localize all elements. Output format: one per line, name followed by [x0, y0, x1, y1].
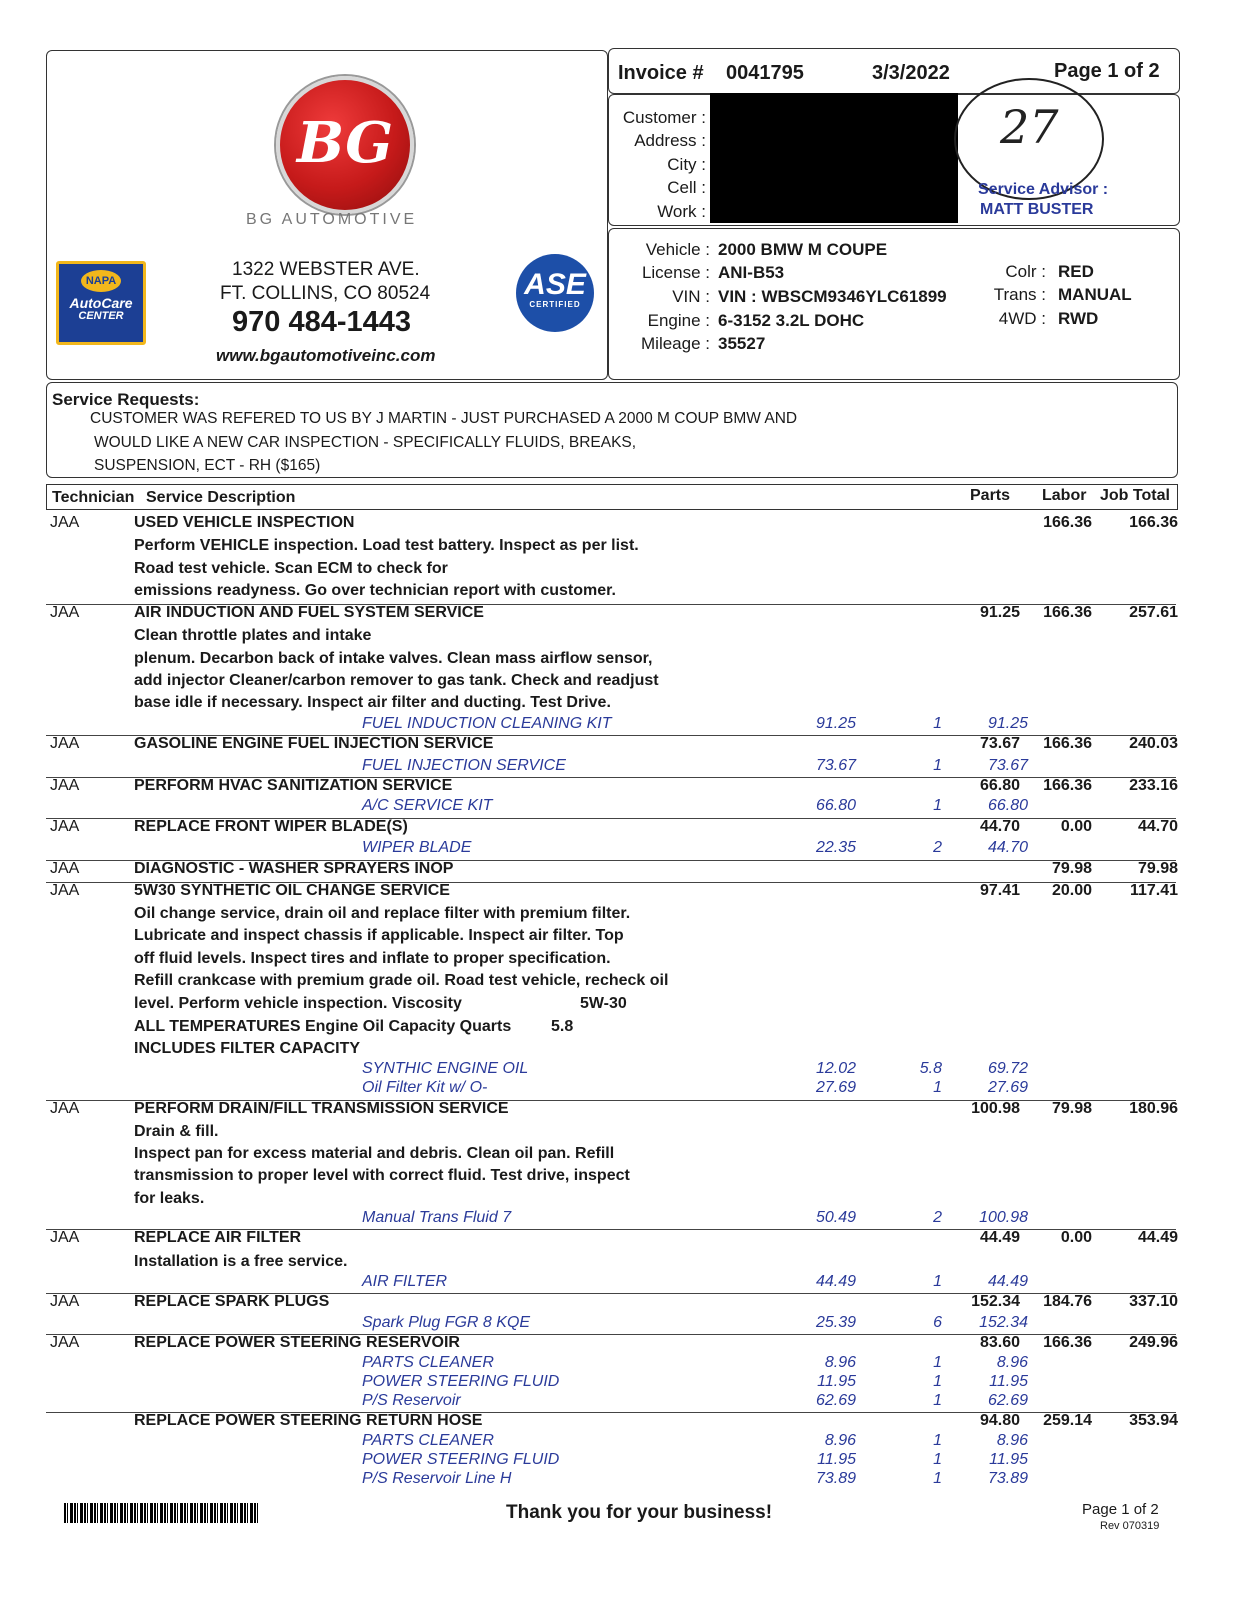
part-qty: 1 [933, 1392, 942, 1409]
job-description-line: ALL TEMPERATURES Engine Oil Capacity Quarts [134, 1018, 512, 1035]
part-name: Manual Trans Fluid 7 [362, 1209, 512, 1226]
job-parts: 83.60 [979, 1334, 1020, 1351]
invoice-date: 3/3/2022 [872, 62, 950, 84]
part-unit-price: 44.49 [815, 1273, 856, 1290]
part-qty: 1 [933, 1451, 942, 1468]
part-extended: 73.89 [987, 1470, 1028, 1487]
job-technician: JAA [50, 514, 80, 531]
job-labor: 79.98 [1051, 1100, 1092, 1117]
job-total: 79.98 [1137, 860, 1178, 877]
part-extended: 8.96 [996, 1432, 1028, 1449]
job-description-line: plenum. Decarbon back of intake valves. Clean mass airflow sensor, [134, 650, 653, 667]
job-technician: JAA [50, 882, 80, 899]
invoice-page: Page 1 of 2 [1054, 60, 1160, 82]
barcode [64, 1503, 260, 1523]
job-labor: 166.36 [1043, 514, 1092, 531]
col-job-total: Job Total [1100, 487, 1170, 504]
job-technician: JAA [50, 1100, 80, 1117]
part-name: FUEL INDUCTION CLEANING KIT [362, 715, 612, 732]
job-title: REPLACE AIR FILTER [134, 1229, 302, 1246]
job-total: 240.03 [1129, 735, 1178, 752]
job-parts: 44.70 [979, 818, 1020, 835]
handwritten-number: 27 [1000, 100, 1059, 154]
shop-phone: 970 484-1443 [232, 306, 411, 338]
part-unit-price: 22.35 [815, 839, 856, 856]
job-description-line: Oil change service, drain oil and replace filter with premium filter. [134, 905, 631, 922]
service-requests-title: Service Requests: [52, 390, 200, 409]
part-name: Spark Plug FGR 8 KQE [362, 1314, 531, 1331]
part-name: PARTS CLEANER [362, 1354, 494, 1371]
job-parts: 73.67 [979, 735, 1020, 752]
part-name: FUEL INJECTION SERVICE [362, 757, 566, 774]
part-name: A/C SERVICE KIT [362, 797, 493, 814]
job-labor: 184.76 [1043, 1293, 1092, 1310]
part-extended: 44.49 [987, 1273, 1028, 1290]
part-unit-price: 8.96 [824, 1432, 856, 1449]
part-extended: 62.69 [987, 1392, 1028, 1409]
job-description-line: Road test vehicle. Scan ECM to check for [134, 560, 448, 577]
job-title: AIR INDUCTION AND FUEL SYSTEM SERVICE [134, 604, 484, 621]
part-extended: 11.95 [989, 1373, 1028, 1390]
job-description-line: INCLUDES FILTER CAPACITY [134, 1040, 361, 1057]
part-extended: 91.25 [987, 715, 1028, 732]
part-qty: 1 [933, 715, 942, 732]
job-total: 233.16 [1129, 777, 1178, 794]
job-title: GASOLINE ENGINE FUEL INJECTION SERVICE [134, 735, 494, 752]
part-unit-price: 73.67 [815, 757, 856, 774]
job-title: REPLACE POWER STEERING RESERVOIR [134, 1334, 460, 1351]
oil-viscosity: 5W-30 [580, 995, 627, 1012]
job-total: 166.36 [1129, 514, 1178, 531]
job-description-line: add injector Cleaner/carbon remover to gas tank. Check and readjust [134, 672, 659, 689]
job-description-line: Clean throttle plates and intake [134, 627, 372, 644]
job-labor: 259.14 [1043, 1412, 1092, 1429]
invoice-number: 0041795 [726, 62, 804, 84]
part-unit-price: 50.49 [815, 1209, 856, 1226]
job-technician: JAA [50, 777, 80, 794]
job-technician: JAA [50, 818, 80, 835]
part-qty: 1 [933, 1432, 942, 1449]
part-extended: 69.72 [987, 1060, 1028, 1077]
job-title: 5W30 SYNTHETIC OIL CHANGE SERVICE [134, 882, 450, 899]
part-extended: 73.67 [987, 757, 1028, 774]
job-title: PERFORM HVAC SANITIZATION SERVICE [134, 777, 453, 794]
job-labor: 20.00 [1051, 882, 1092, 899]
footer-page: Page 1 of 2 [1082, 1501, 1159, 1518]
part-extended: 8.96 [996, 1354, 1028, 1371]
job-technician: JAA [50, 735, 80, 752]
part-name: Oil Filter Kit w/ O- [362, 1079, 488, 1096]
job-parts: 100.98 [971, 1100, 1020, 1117]
job-labor: 166.36 [1043, 735, 1092, 752]
job-parts: 97.41 [979, 882, 1020, 899]
part-extended: 27.69 [987, 1079, 1028, 1096]
col-parts: Parts [970, 487, 1011, 504]
part-unit-price: 91.25 [815, 715, 856, 732]
job-total: 353.94 [1129, 1412, 1178, 1429]
bg-logo: BG [276, 76, 414, 214]
service-request-line: WOULD LIKE A NEW CAR INSPECTION - SPECIFICALLY FLUIDS, BREAKS, [94, 434, 637, 451]
job-description-line: Perform VEHICLE inspection. Load test battery. Inspect as per list. [134, 537, 639, 554]
part-name: POWER STEERING FLUID [362, 1373, 560, 1390]
part-extended: 66.80 [987, 797, 1028, 814]
job-labor: 166.36 [1043, 604, 1092, 621]
job-labor: 0.00 [1060, 1229, 1092, 1246]
part-qty: 5.8 [919, 1060, 942, 1077]
job-description-line: Inspect pan for excess material and debris. Clean oil pan. Refill [134, 1145, 615, 1162]
job-total: 337.10 [1129, 1293, 1178, 1310]
job-total: 44.70 [1137, 818, 1178, 835]
part-name: PARTS CLEANER [362, 1432, 494, 1449]
job-title: USED VEHICLE INSPECTION [134, 514, 355, 531]
part-unit-price: 27.69 [815, 1079, 856, 1096]
col-labor: Labor [1042, 487, 1087, 504]
part-extended: 152.34 [979, 1314, 1028, 1331]
shop-website: www.bgautomotiveinc.com [216, 346, 436, 365]
part-unit-price: 11.95 [817, 1373, 856, 1390]
job-labor: 166.36 [1043, 777, 1092, 794]
job-description-line: Drain & fill. [134, 1123, 219, 1140]
shop-street: 1322 WEBSTER AVE. [232, 259, 420, 280]
job-title: PERFORM DRAIN/FILL TRANSMISSION SERVICE [134, 1100, 509, 1117]
part-extended: 11.95 [989, 1451, 1028, 1468]
part-extended: 100.98 [979, 1209, 1028, 1226]
job-title: REPLACE POWER STEERING RETURN HOSE [134, 1412, 483, 1429]
job-labor: 79.98 [1051, 860, 1092, 877]
part-qty: 1 [933, 1373, 942, 1390]
col-technician: Technician [52, 489, 135, 506]
job-title: DIAGNOSTIC - WASHER SPRAYERS INOP [134, 860, 454, 877]
job-description-line: off fluid levels. Inspect tires and inflate to proper specification. [134, 950, 611, 967]
part-name: AIR FILTER [362, 1273, 448, 1290]
service-advisor-label: Service Advisor : [978, 181, 1109, 198]
job-labor: 0.00 [1060, 818, 1092, 835]
part-qty: 1 [933, 1273, 942, 1290]
part-name: SYNTHIC ENGINE OIL [362, 1060, 529, 1077]
part-qty: 2 [933, 839, 942, 856]
redacted-customer-info [710, 93, 958, 223]
job-technician: JAA [50, 1229, 80, 1246]
part-qty: 1 [933, 1470, 942, 1487]
job-description-line: for leaks. [134, 1190, 205, 1207]
job-description-line: Refill crankcase with premium grade oil. Road test vehicle, recheck oil [134, 972, 669, 989]
part-qty: 1 [933, 1079, 942, 1096]
service-advisor-name: MATT BUSTER [980, 201, 1094, 218]
job-parts: 152.34 [971, 1293, 1020, 1310]
job-parts: 91.25 [979, 604, 1020, 621]
part-qty: 6 [933, 1314, 942, 1331]
job-labor: 166.36 [1043, 1334, 1092, 1351]
part-qty: 1 [933, 1354, 942, 1371]
part-unit-price: 73.89 [815, 1470, 856, 1487]
napa-autocare-logo: NAPA AutoCare CENTER [56, 261, 146, 345]
ase-certified-logo: ASE CERTIFIED [516, 254, 594, 332]
job-technician: JAA [50, 604, 80, 621]
part-name: WIPER BLADE [362, 839, 472, 856]
part-qty: 2 [933, 1209, 942, 1226]
part-unit-price: 25.39 [815, 1314, 856, 1331]
service-request-line: CUSTOMER WAS REFERED TO US BY J MARTIN - JUST PURCHASED A 2000 M COUP BMW AND [90, 410, 798, 427]
job-technician: JAA [50, 1293, 80, 1310]
job-parts: 44.49 [979, 1229, 1020, 1246]
shop-name: BG AUTOMOTIVE [246, 211, 418, 228]
part-qty: 1 [933, 797, 942, 814]
shop-city: FT. COLLINS, CO 80524 [220, 283, 431, 304]
job-total: 180.96 [1129, 1100, 1178, 1117]
part-unit-price: 66.80 [815, 797, 856, 814]
job-title: REPLACE SPARK PLUGS [134, 1293, 330, 1310]
part-unit-price: 62.69 [815, 1392, 856, 1409]
invoice-label: Invoice # [618, 62, 704, 84]
job-technician: JAA [50, 860, 80, 877]
part-qty: 1 [933, 757, 942, 774]
job-description-line: level. Perform vehicle inspection. Viscosity [134, 995, 462, 1012]
job-description-line: Installation is a free service. [134, 1253, 348, 1270]
job-total: 249.96 [1129, 1334, 1178, 1351]
oil-capacity: 5.8 [551, 1018, 574, 1035]
part-unit-price: 8.96 [824, 1354, 856, 1371]
job-parts: 66.80 [979, 777, 1020, 794]
thank-you-note: Thank you for your business! [506, 1502, 773, 1523]
job-technician: JAA [50, 1334, 80, 1351]
part-name: P/S Reservoir [362, 1392, 461, 1409]
footer-rev: Rev 070319 [1100, 1520, 1160, 1532]
job-description-line: transmission to proper level with correct fluid. Test drive, inspect [134, 1167, 630, 1184]
part-name: P/S Reservoir Line H [362, 1470, 512, 1487]
job-total: 117.41 [1129, 882, 1178, 899]
part-extended: 44.70 [987, 839, 1028, 856]
job-parts: 94.80 [979, 1412, 1020, 1429]
job-title: REPLACE FRONT WIPER BLADE(S) [134, 818, 408, 835]
part-unit-price: 11.95 [817, 1451, 856, 1468]
job-description-line: base idle if necessary. Inspect air filter and ducting. Test Drive. [134, 694, 611, 711]
job-description-line: Lubricate and inspect chassis if applicable. Inspect air filter. Top [134, 927, 624, 944]
part-unit-price: 12.02 [815, 1060, 856, 1077]
job-description-line: emissions readyness. Go over technician report with customer. [134, 582, 616, 599]
job-total: 257.61 [1129, 604, 1178, 621]
job-total: 44.49 [1137, 1229, 1178, 1246]
part-name: POWER STEERING FLUID [362, 1451, 560, 1468]
col-description: Service Description [146, 489, 296, 506]
service-request-line: SUSPENSION, ECT - RH ($165) [94, 457, 321, 474]
